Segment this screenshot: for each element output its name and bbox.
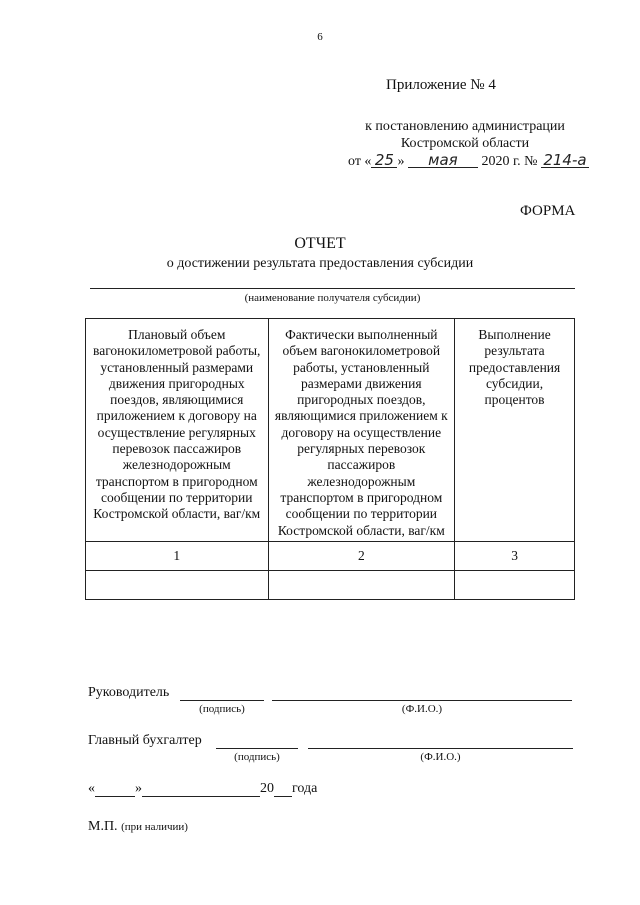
report-title: ОТЧЕТ (294, 235, 346, 252)
recipient-caption: (наименование получателя субсидии) (244, 292, 421, 304)
appendix-title: Приложение № 4 (386, 77, 496, 93)
recipient-name-line (90, 288, 575, 289)
decree-reference (350, 118, 580, 152)
accountant-signature-caption: (подпись) (234, 751, 280, 763)
date-blank-month[interactable] (142, 782, 260, 797)
date-blank-year[interactable] (274, 782, 292, 797)
date-day: 25 (371, 153, 397, 168)
column-number-3: 3 (455, 541, 575, 570)
header-cell-percent: Выполнение результата предоставления субсидии, процентов (455, 319, 575, 542)
head-signature-caption: (подпись) (199, 703, 245, 715)
data-cell-percent[interactable] (455, 571, 575, 600)
date-month: мая (408, 153, 478, 168)
data-cell-actual[interactable] (268, 571, 455, 600)
date-blank-year-suffix: года (292, 781, 318, 796)
accountant-signature-line[interactable] (216, 748, 298, 749)
decree-date-line (348, 153, 589, 170)
page-number: 6 (317, 31, 323, 43)
head-name-line[interactable] (272, 700, 572, 701)
date-blank-day[interactable] (95, 782, 135, 797)
accountant-label: Главный бухгалтер (88, 733, 202, 748)
form-label: ФОРМА (520, 203, 576, 219)
accountant-name-caption: (Ф.И.О.) (420, 751, 461, 763)
head-name-caption: (Ф.И.О.) (401, 703, 443, 715)
date-blank-open: « (88, 781, 95, 796)
header-cell-planned: Плановый объем вагонокилометровой работы, установленный размерами движения пригородных поездов, являющимися приложением к договору на осуществление регулярных перевозок пассажиров железнодорожным транспортом в пригородном сообщении по территории Костромской области, ваг/км (86, 319, 269, 542)
decree-number: 214-а (541, 153, 589, 168)
report-table (85, 318, 575, 600)
date-year: 2020 г. № (481, 154, 538, 169)
date-prefix: от « (348, 154, 372, 169)
table-data-row (86, 571, 575, 600)
data-cell-planned[interactable] (86, 571, 269, 600)
header-cell-actual: Фактически выполненный объем вагонокилометровой работы, установленный размерами движения пригородных поездов, являющимися приложением к договору на осуществление регулярных перевозок пассажиров железнодорожным транспортом в пригородном сообщении по территории Костромской области, ваг/км (268, 319, 455, 542)
date-mid: » (397, 154, 405, 169)
accountant-name-line[interactable] (308, 748, 573, 749)
date-blank-year-prefix: 20 (260, 781, 274, 796)
stamp-label: М.П. (88, 819, 118, 834)
decree-line-2: Костромской области (400, 136, 530, 151)
column-number-1: 1 (86, 541, 269, 570)
table-column-number-row (86, 541, 575, 570)
head-signature-line[interactable] (180, 700, 264, 701)
column-number-2: 2 (268, 541, 455, 570)
report-subtitle: о достижении результата предоставления субсидии (166, 256, 474, 271)
stamp-note: (при наличии) (121, 821, 188, 833)
decree-line-1: к постановлению администрации (365, 119, 565, 134)
date-blank-close: » (135, 781, 142, 796)
head-label: Руководитель (88, 685, 170, 700)
stamp-place (88, 819, 188, 835)
table-header-row (86, 319, 575, 542)
date-blank (88, 781, 317, 797)
